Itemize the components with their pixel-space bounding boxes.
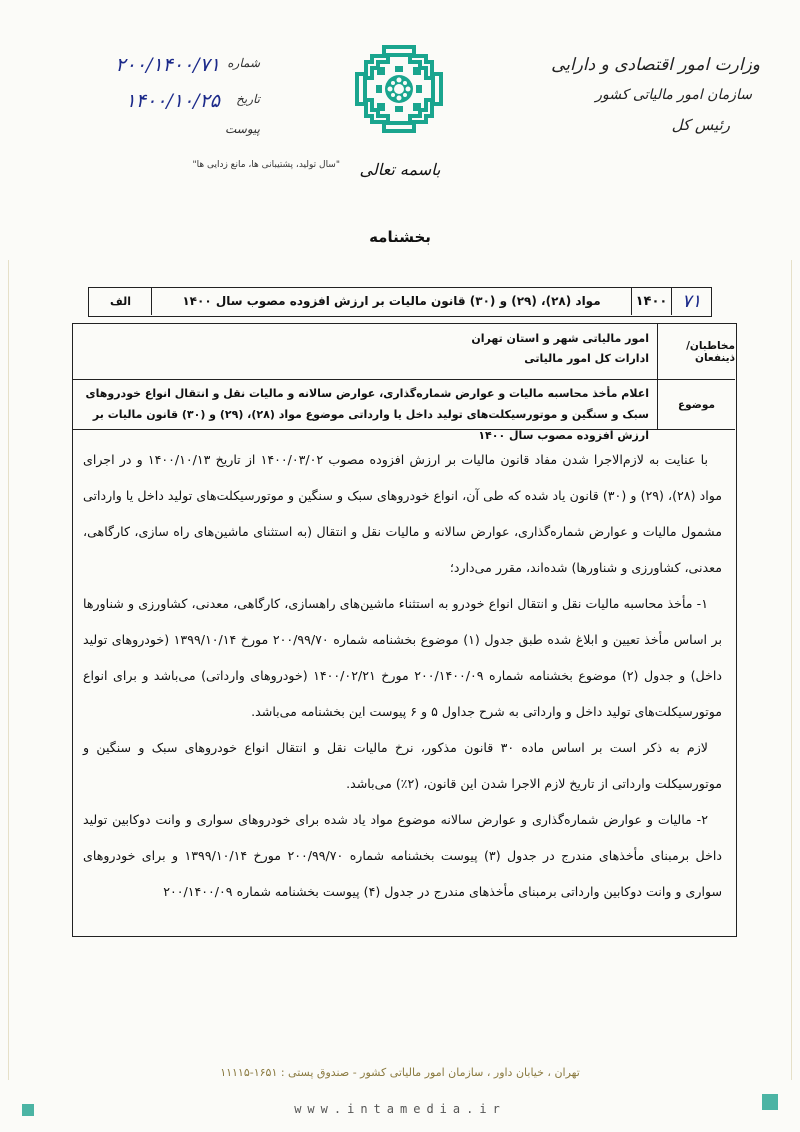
ministry-name: وزارت امور اقتصادی و دارایی <box>551 55 760 75</box>
letter-date-label: تاریخ <box>236 92 260 106</box>
footer-square-left-icon <box>22 1104 34 1116</box>
margin-line-left <box>8 260 9 1080</box>
circular-text <box>83 442 722 910</box>
footer-website: www.intamedia.ir <box>294 1102 506 1116</box>
addressee-2: ادارات کل امور مالیاتی <box>524 352 649 365</box>
addressees-row <box>73 324 735 380</box>
paragraph-note: لازم به ذکر است بر اساس ماده ۳۰ قانون مذکور، نرخ مالیات نقل و انتقال انواع خودروهای سبک و سنگین و موتورسیکلت وارداتی از تاریخ لازم الاجرا شدن این قانون، (۲٪) می‌باشد. <box>83 740 722 791</box>
paragraph-item-2: ۲- مالیات و عوارض شماره‌گذاری و عوارض سالانه موضوع مواد یاد شده برای خودروهای سواری و وانت دوکابین تولید داخل برمبنای مأخذهای مندرج در جدول (۳) پیوست بخشنامه شماره ۲۰۰/۹۹/۷۰ مورخ ۱۳۹۹/۱۰/۱۴ و برای خودروهای سواری و وانت دوکابین وارداتی برمبنای مأخذهای مندرج در جدول (۴) پیوست بخشنامه شماره ۲۰۰/۱۴۰۰/۰۹ <box>83 812 722 899</box>
circular-number: ۷۱ <box>671 288 711 315</box>
document-title: بخشنامه <box>369 228 431 246</box>
letter-metadata <box>60 50 260 150</box>
circular-body-table <box>72 323 737 937</box>
paragraph-intro: با عنایت به لازم‌الاجرا شدن مفاد قانون مالیات بر ارزش افزوده مصوب ۱۴۰۰/۰۳/۰۲ از تاریخ ۱۴۰۰/۱۰/۱۳ و در اجرای مواد (۲۸)، (۲۹) و (۳۰) قانون یاد شده که طی آن، انواع خودروهای سبک و سنگین و موتورسیکلت‌های تولید داخل یا وارداتی مشمول مالیات و عوارض شماره‌گذاری، عوارض سالانه و مالیات نقل و انتقال (به استثنای ماشین‌های راه سازی، کارگاهی، معدنی، کشاورزی و شناورها) شده‌اند، مقرر می‌دارد؛ <box>83 452 722 575</box>
addressee-1: امور مالیاتی شهر و استان تهران <box>471 332 649 345</box>
tax-organization-logo-icon <box>354 44 444 134</box>
year-slogan: "سال تولید، پشتیبانی ها، مانع زدایی ها" <box>192 160 340 170</box>
subject-text: اعلام مأخذ محاسبه مالیات و عوارض شماره‌گذاری، عوارض سالانه و مالیات نقل و انتقال انواع خودروهای سبک و سنگین و موتورسیکلت‌های تولید داخل یا وارداتی موضوع مواد (۲۸)، (۲۹) و (۳۰) قانون مالیات بر ارزش افزوده مصوب سال ۱۴۰۰ <box>85 387 649 442</box>
addressees-content <box>79 324 649 379</box>
circular-year: ۱۴۰۰ <box>631 288 671 315</box>
bismillah-heading: باسمه تعالی <box>359 160 441 179</box>
letter-date-row <box>60 90 260 114</box>
circular-subject: مواد (۲۸)، (۲۹) و (۳۰) قانون مالیات بر ارزش افزوده مصوب سال ۱۴۰۰ <box>151 288 631 315</box>
attachment-label: پیوست <box>225 122 260 136</box>
paragraph-item-1: ۱- مأخذ محاسبه مالیات نقل و انتقال انواع خودرو به استثناء ماشین‌های راهسازی، کارگاهی، معدنی، کشاورزی و شناورها بر اساس مأخذ تعیین و ابلاغ شده طبق جدول (۱) موضوع بخشنامه شماره ۲۰۰/۹۹/۷۰ مورخ ۱۳۹۹/۱۰/۱۴ (خودروهای تولید داخل) و جدول (۲) موضوع بخشنامه شماره ۲۰۰/۱۴۰۰/۰۹ مورخ ۱۴۰۰/۰۲/۲۱ (خودروهای وارداتی) می‌باشد و برای انواع موتورسیکلت‌های تولید داخل و وارداتی به شرح جداول ۵ و ۶ پیوست این بخشنامه می‌باشد. <box>83 596 722 719</box>
ministry-heading <box>530 50 760 140</box>
reference-row <box>88 287 712 317</box>
footer-address: تهران ، خیابان داور ، سازمان امور مالیاتی کشور - صندوق پستی : ۱۶۵۱-۱۱۱۱۵ <box>220 1066 580 1079</box>
letter-number-row <box>60 54 260 78</box>
attachment-row <box>60 120 260 144</box>
footer-square-right-icon <box>762 1094 778 1110</box>
subject-label: موضوع <box>657 380 735 429</box>
letter-number-label: شماره <box>227 56 260 70</box>
letter-date-value: ۱۴۰۰/۱۰/۲۵ <box>125 90 220 112</box>
organization-name: سازمان امور مالیاتی کشور <box>595 87 752 103</box>
subject-row <box>73 380 735 442</box>
position-title: رئیس کل <box>671 116 730 134</box>
reference-divider <box>151 288 155 315</box>
circular-classification: الف <box>109 295 131 308</box>
addressees-label: مخاطبان/ذینفعان <box>657 324 735 379</box>
letter-number-value: ۲۰۰/۱۴۰۰/۷۱ <box>115 54 220 76</box>
margin-line-right <box>791 260 792 1080</box>
